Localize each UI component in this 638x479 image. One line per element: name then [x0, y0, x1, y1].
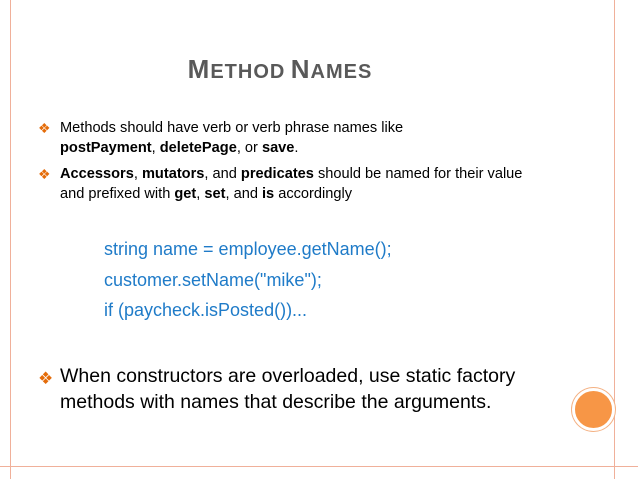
bullet-item-methods: Methods should have verb or verb phrase names like postPayment, deletePage, or save.: [60, 120, 404, 156]
bullet-icon: ❖: [38, 369, 54, 388]
bullet-icon: ❖: [38, 166, 51, 182]
slide-title: METHOD NAMES: [187, 54, 373, 84]
orange-circle-decoration: [572, 388, 615, 431]
bullet-item-constructors: When constructors are overloaded, use static factory methods with names that describe the arguments.: [60, 365, 516, 413]
code-line: customer.setName("mike");: [104, 270, 322, 290]
bullet-icon: ❖: [38, 120, 51, 136]
bottom-border-line: [0, 466, 638, 467]
code-line: string name = employee.getName();: [104, 239, 392, 259]
code-line: if (paycheck.isPosted())...: [104, 300, 308, 320]
bullet-item-accessors: Accessors, mutators, and predicates should be named for their value and prefixed with get, set, and is accordingly: [60, 166, 523, 202]
